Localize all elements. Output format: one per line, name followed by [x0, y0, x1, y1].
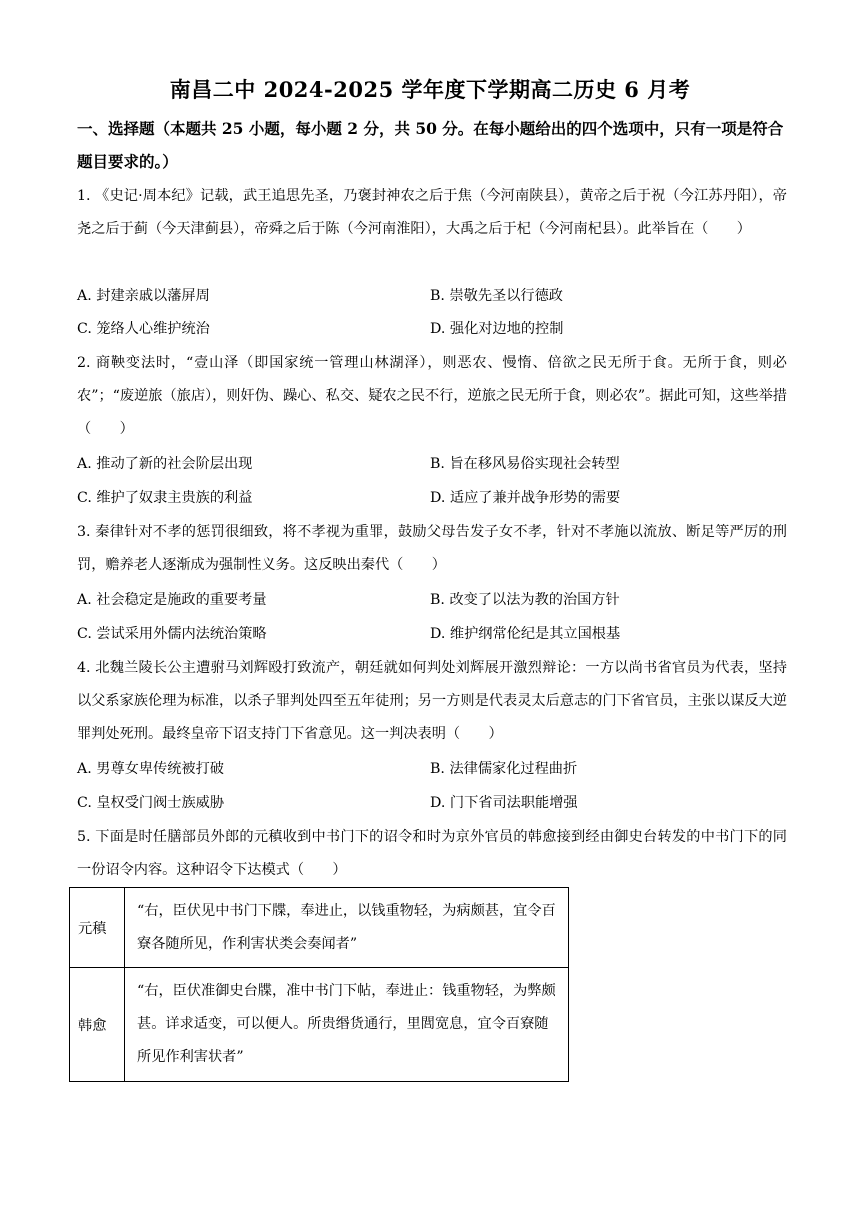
- question-4-option-d: D. 门下省司法职能增强: [430, 795, 578, 811]
- question-5-stem: 5. 下面是时任膳部员外郎的元稹收到中书门下的诏令和时为京外官员的韩愈接到经由御史台转发的中书门下的同一份诏令内容。这种诏令下达模式（ ）: [77, 829, 787, 878]
- question-1-option-b: B. 崇敬先圣以行德政: [430, 288, 563, 304]
- question-1-option-a: A. 封建亲戚以藩屏周: [77, 288, 210, 304]
- table-cell-name: 元稹: [70, 888, 125, 968]
- question-2-option-c: C. 维护了奴隶主贵族的利益: [77, 490, 253, 506]
- question-2-option-a: A. 推动了新的社会阶层出现: [77, 456, 253, 472]
- question-2-option-b: B. 旨在移风易俗实现社会转型: [430, 456, 620, 472]
- question-3-option-d: D. 维护纲常伦纪是其立国根基: [430, 626, 621, 642]
- question-4-option-b: B. 法律儒家化过程曲折: [430, 761, 578, 777]
- question-4-option-c: C. 皇权受门阀士族威胁: [77, 795, 225, 811]
- question-3-stem: 3. 秦律针对不孝的惩罚很细致，将不孝视为重罪，鼓励父母告发子女不孝，针对不孝施以流放、断足等严厉的刑罚，赡养老人逐渐成为强制性义务。这反映出秦代（ ）: [77, 524, 787, 573]
- question-3-option-c: C. 尝试采用外儒内法统治策略: [77, 626, 267, 642]
- section-heading: 一、选择题（本题共 25 小题，每小题 2 分，共 50 分。在每小题给出的四个选项中，只有一项是符合题目要求的。）: [77, 119, 784, 171]
- table-cell-text: “右，臣伏准御史台牒，准中书门下帖，奉进止：钱重物轻，为弊颇甚。详求适变，可以便人。所贵缗货通行，里閭宽息，宜令百寮随所见作利害状者”: [125, 968, 569, 1082]
- question-1-stem: 1. 《史记·周本纪》记载，武王追思先圣，乃褒封神农之后于焦（今河南陕县），黄帝之后于祝（今江苏丹阳），帝尧之后于蓟（今天津蓟县），帝舜之后于陈（今河南淮阳），大禹之后于杞（今河南杞县）。此举旨在（ ）: [77, 188, 787, 237]
- table-row: [70, 968, 569, 1082]
- table-cell-text: “右，臣伏见中书门下牒，奉进止，以钱重物轻，为病颇甚，宜令百寮各随所见，作利害状类会奏闻者”: [125, 888, 569, 968]
- question-3-option-a: A. 社会稳定是施政的重要考量: [77, 592, 267, 608]
- page-title: 南昌二中 2024-2025 学年度下学期高二历史 6 月考: [169, 77, 691, 102]
- question-1-option-d: D. 强化对边地的控制: [430, 321, 564, 337]
- table-row: [70, 888, 569, 968]
- question-1-option-c: C. 笼络人心维护统治: [77, 321, 210, 337]
- question-2-stem: 2. 商鞅变法时，“壹山泽（即国家统一管理山林湖泽），则恶农、慢惰、倍欲之民无所于食。无所于食，则必农”；“废逆旅（旅店），则奸伪、躁心、私交、疑农之民不行，逆旅之民无所于食，则必农”。据此可知，这些举措（ ）: [77, 355, 787, 437]
- question-2-option-d: D. 适应了兼并战争形势的需要: [430, 490, 621, 506]
- question-5-table: [69, 887, 569, 1082]
- question-4-stem: 4. 北魏兰陵长公主遭驸马刘辉殴打致流产，朝廷就如何判处刘辉展开激烈辩论：一方以尚书省官员为代表，坚持以父系家族伦理为标准，以杀子罪判处四至五年徒刑；另一方则是代表灵太后意志的门下省官员，主张以谋反大逆罪判处死刑。最终皇帝下诏支持门下省意见。这一判决表明（ ）: [77, 660, 787, 742]
- table-cell-name: 韩愈: [70, 968, 125, 1082]
- question-4-option-a: A. 男尊女卑传统被打破: [77, 761, 224, 777]
- question-3-option-b: B. 改变了以法为教的治国方针: [430, 592, 620, 608]
